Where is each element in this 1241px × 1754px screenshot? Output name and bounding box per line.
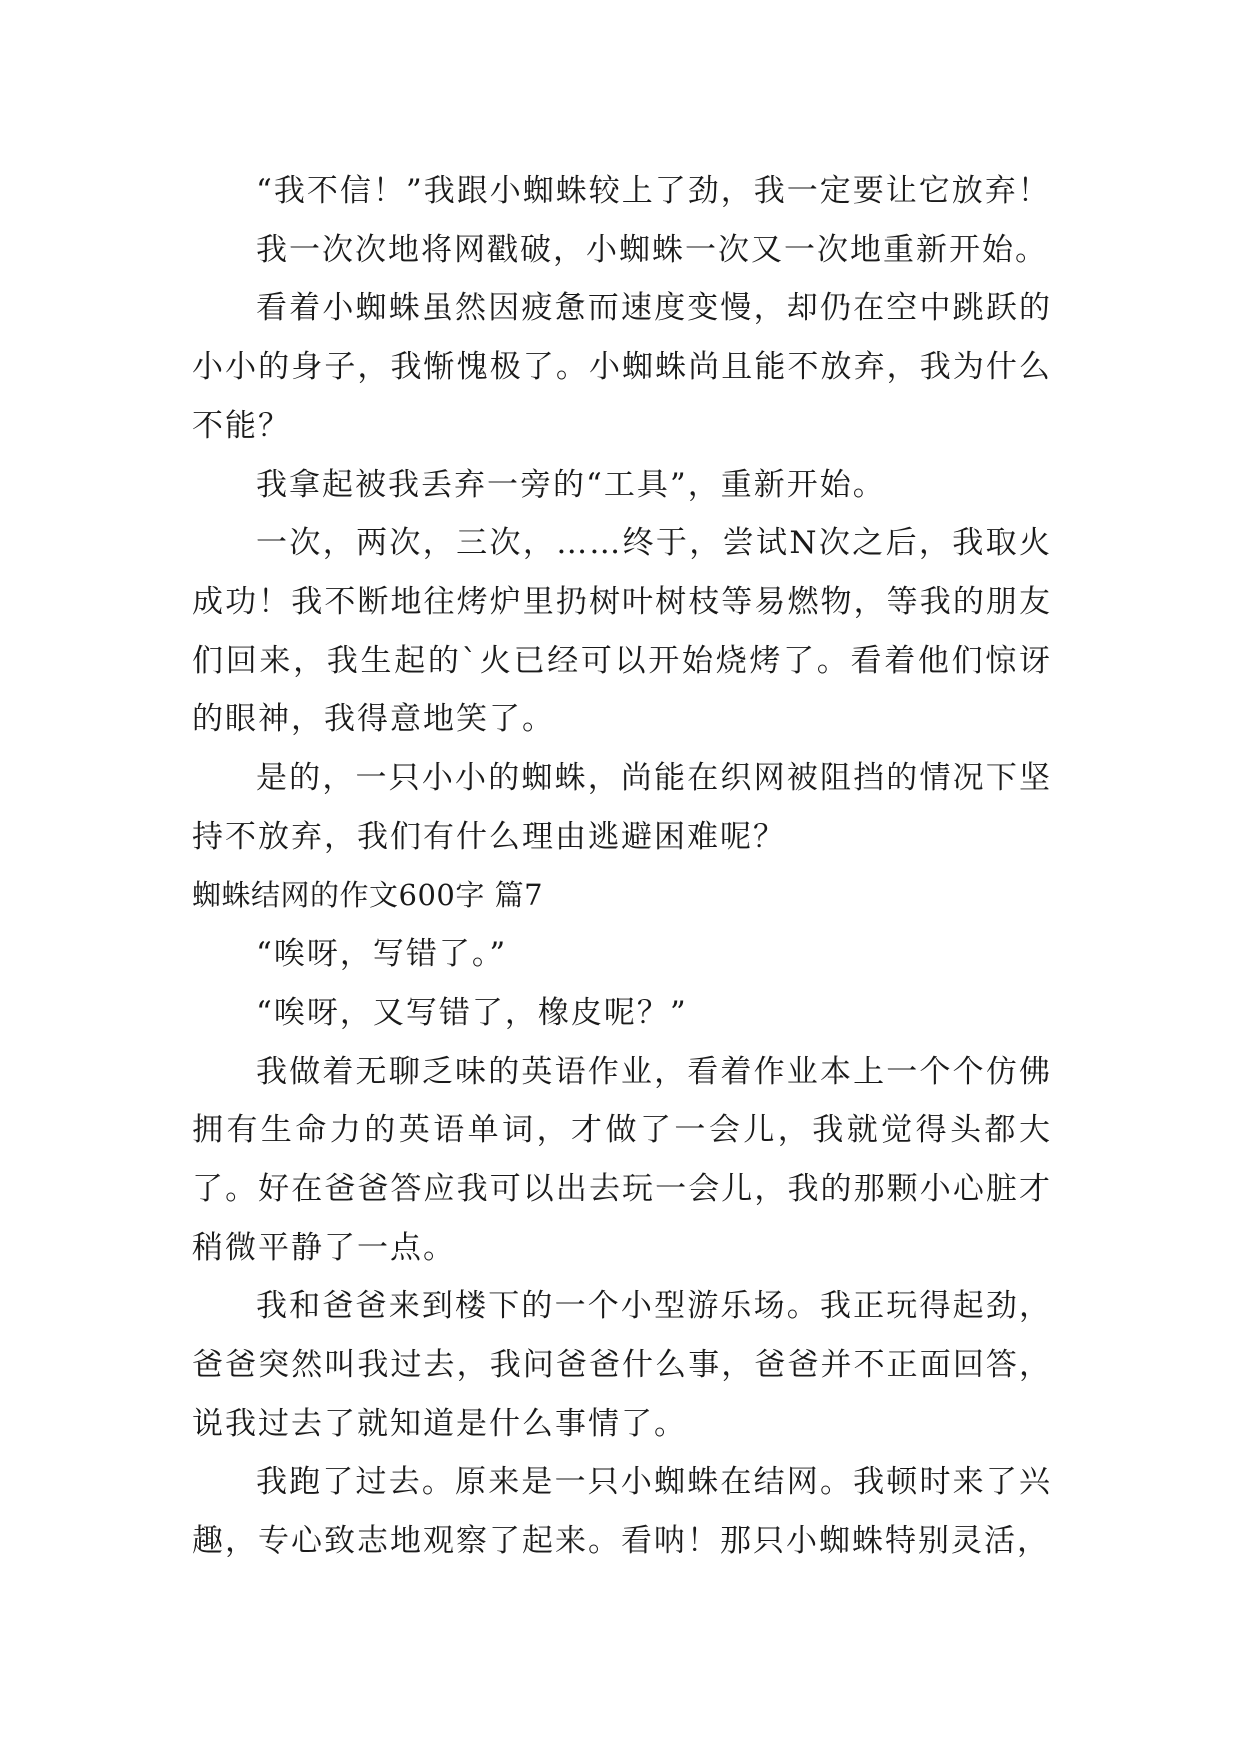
paragraph: 我拿起被我丢弃一旁的“工具”，重新开始。	[256, 466, 886, 503]
document-body	[192, 162, 1052, 1571]
paragraph: 我做着无聊乏味的英语作业，看着作业本上一个个仿佛拥有生命力的英语单词，才做了一会儿，我就觉得头都大了。好在爸爸答应我可以出去玩一会儿，我的那颗小心脏才稍微平静了一点。	[192, 1053, 1052, 1266]
paragraph: 我一次次地将网戳破，小蜘蛛一次又一次地重新开始。	[256, 231, 1048, 268]
paragraph: “唉呀，写错了。”	[256, 936, 508, 973]
paragraph: 是的，一只小小的蜘蛛，尚能在织网被阻挡的情况下坚持不放弃，我们有什么理由逃避困难呢？	[192, 760, 1052, 855]
paragraph: 我和爸爸来到楼下的一个小型游乐场。我正玩得起劲，爸爸突然叫我过去，我问爸爸什么事，爸爸并不正面回答，说我过去了就知道是什么事情了。	[192, 1288, 1052, 1442]
paragraph: “唉呀，又写错了，橡皮呢？”	[256, 994, 688, 1031]
section-heading: 蜘蛛结网的作文600字 篇7	[192, 878, 544, 913]
paragraph: 看着小蜘蛛虽然因疲惫而速度变慢，却仍在空中跳跃的小小的身子，我惭愧极了。小蜘蛛尚且能不放弃，我为什么不能？	[192, 290, 1052, 444]
paragraph: 一次，两次，三次，……终于，尝试N次之后，我取火成功！我不断地往烤炉里扔树叶树枝等易燃物，等我的朋友们回来，我生起的`火已经可以开始烧烤了。看着他们惊讶的眼神，我得意地笑了。	[192, 525, 1052, 738]
paragraph: 我跑了过去。原来是一只小蜘蛛在结网。我顿时来了兴趣，专心致志地观察了起来。看呐！那只小蜘蛛特别灵活，	[192, 1464, 1052, 1560]
paragraph: “我不信！”我跟小蜘蛛较上了劲，我一定要让它放弃！	[256, 173, 1051, 209]
